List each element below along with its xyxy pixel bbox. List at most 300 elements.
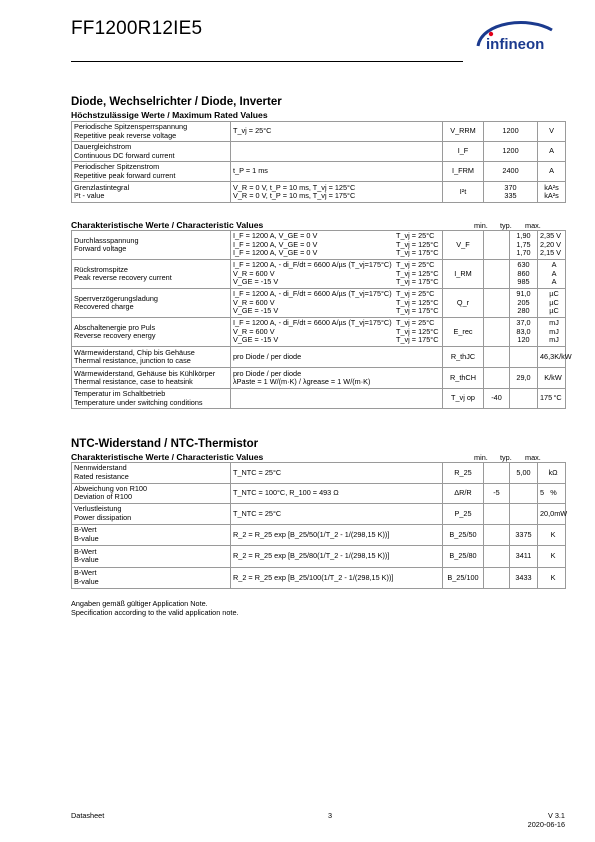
param-cell <box>72 182 231 203</box>
condition-cell <box>231 289 443 318</box>
min-cell <box>484 289 510 318</box>
max-unit-line <box>540 249 563 257</box>
thermal-row <box>72 389 566 409</box>
condition-temp: T_vj = 175°C <box>396 277 439 287</box>
unit: A <box>551 260 557 270</box>
condition: pro Diode / per diode <box>233 351 302 361</box>
typ-stack <box>512 290 535 315</box>
max-unit-line <box>540 394 563 402</box>
symbol: R_25 <box>454 467 472 477</box>
symbol-cell <box>443 567 484 589</box>
thermal-row <box>72 368 566 389</box>
param-de: Durchlassspannung <box>74 235 139 245</box>
unit: mJ <box>549 335 559 345</box>
value-cell <box>484 182 538 203</box>
param-cell <box>72 483 231 504</box>
unit: µC <box>549 297 559 307</box>
condition: R_2 = R_25 exp [B_25/80(1/T_2 - 1/(298,15 K))] <box>233 551 390 561</box>
param-en: I²t - value <box>74 191 105 200</box>
unit: K <box>550 551 556 561</box>
max-unit-cell <box>538 546 566 568</box>
condition-temp: T_vj = 125°C <box>396 297 439 307</box>
diode-col-typ: typ. <box>500 221 512 230</box>
symbol: V_RRM <box>450 126 476 136</box>
infineon-logo <box>472 16 558 56</box>
condition: λPaste = 1 W/(m·K) / λgrease = 1 W/(m·K) <box>233 377 371 386</box>
typ-value: 120 <box>517 335 530 345</box>
unit: mJ <box>549 318 559 328</box>
unit: kA²s <box>544 191 559 200</box>
ntc-row <box>72 524 566 546</box>
condition-cell <box>231 318 443 347</box>
condition-stack <box>233 232 440 257</box>
symbol: I_F <box>457 146 469 156</box>
unit-cell <box>538 142 566 162</box>
typ-value: 985 <box>517 277 530 287</box>
ntc-note-en: Specification according to the valid application note. <box>71 608 239 617</box>
unit: mJ <box>549 326 559 336</box>
param-en: B-value <box>74 555 99 565</box>
typ-cell <box>510 347 538 368</box>
typ-value: 1,70 <box>516 248 531 258</box>
condition-line: V_R = 0 V, t_P = 10 ms, T_vj = 125°C <box>233 182 356 192</box>
unit: V <box>556 248 562 258</box>
param-en: Deviation of R100 <box>74 492 133 502</box>
param-cell <box>72 162 231 182</box>
symbol: E_rec <box>453 326 473 336</box>
param-cell <box>72 368 231 389</box>
param-en: Forward voltage <box>74 244 127 253</box>
max-unit-line <box>540 508 568 518</box>
unit: K <box>550 572 556 582</box>
max-unit-cell <box>538 231 566 260</box>
part-number: FF1200R12IE5 <box>71 18 203 39</box>
condition-text: I_F = 1200 A, - di_F/dt = 6600 A/µs (T_vj=175°C) <box>233 260 392 270</box>
param-cell <box>72 318 231 347</box>
max-value: 2,35 <box>540 231 555 241</box>
condition-cell <box>231 142 443 162</box>
unit-cell <box>538 122 566 142</box>
param-en: Repetitive peak reverse voltage <box>74 130 177 140</box>
symbol: R_thCH <box>450 372 476 382</box>
max-value: 175 <box>540 393 553 403</box>
typ-value: 205 <box>517 297 530 307</box>
typ-cell <box>510 504 538 525</box>
ntc-row <box>72 567 566 589</box>
max-unit-stack <box>540 261 563 286</box>
param-cell <box>72 546 231 568</box>
param-de: B-Wert <box>74 525 97 535</box>
typ-cell <box>510 318 538 347</box>
param-cell <box>72 347 231 368</box>
diode-char-title: Charakteristische Werte / Characteristic Values <box>71 220 264 230</box>
symbol-cell <box>443 231 484 260</box>
footer-date: 2020-06-16 <box>527 820 565 829</box>
param-de: Nennwiderstand <box>74 463 127 473</box>
max-rated-row <box>72 122 566 142</box>
param-de: Abweichung von R100 <box>74 483 148 493</box>
unit: K <box>550 529 556 539</box>
unit: A <box>551 268 557 278</box>
typ-stack <box>512 261 535 286</box>
condition-line <box>233 278 440 286</box>
typ-cell <box>510 368 538 389</box>
param-en: Temperature under switching conditions <box>74 397 203 407</box>
param-de: Dauergleichstrom <box>74 142 132 152</box>
condition: R_2 = R_25 exp [B_25/50(1/T_2 - 1/(298,15 K))] <box>233 529 390 539</box>
param-de: B-Wert <box>74 568 97 578</box>
symbol: V_F <box>456 239 470 249</box>
symbol-cell <box>443 347 484 368</box>
typ-cell <box>510 567 538 589</box>
unit-cell <box>538 182 566 203</box>
condition-stack <box>233 290 440 315</box>
header-rule <box>71 61 463 62</box>
condition-cell <box>231 368 443 389</box>
typ-value: 29,0 <box>516 372 531 382</box>
symbol-cell <box>443 142 484 162</box>
unit-cell <box>538 162 566 182</box>
symbol-cell <box>443 182 484 203</box>
param-de: Verlustleistung <box>74 504 122 514</box>
condition: T_NTC = 25°C <box>233 467 282 477</box>
typ-cell <box>510 389 538 409</box>
condition-cell <box>231 389 443 409</box>
max-rated-row <box>72 162 566 182</box>
ntc-row <box>72 504 566 525</box>
typ-cell <box>510 231 538 260</box>
thermal-row <box>72 347 566 368</box>
symbol: I_RM <box>454 268 472 278</box>
char-row <box>72 260 566 289</box>
symbol: B_25/80 <box>449 551 477 561</box>
typ-cell <box>510 289 538 318</box>
typ-value: 3411 <box>515 551 532 561</box>
min-cell <box>484 463 510 484</box>
ntc-row <box>72 546 566 568</box>
ntc-row <box>72 463 566 484</box>
ntc-row <box>72 483 566 504</box>
condition-text: V_R = 600 V <box>233 268 275 278</box>
symbol-cell <box>443 546 484 568</box>
ntc-col-min: min. <box>474 453 488 462</box>
max-value: 20,0 <box>540 508 555 518</box>
condition-text: V_R = 600 V <box>233 297 275 307</box>
condition-text: V_GE = -15 V <box>233 306 279 316</box>
max-value: 46,3 <box>540 351 555 361</box>
min-cell <box>484 546 510 568</box>
condition-text: V_GE = -15 V <box>233 335 279 345</box>
condition-cell <box>231 483 443 504</box>
typ-cell <box>510 463 538 484</box>
symbol-cell <box>443 162 484 182</box>
diode-col-min: min. <box>474 221 488 230</box>
char-row <box>72 231 566 260</box>
typ-value: 1,75 <box>516 239 531 249</box>
condition-temp: T_vj = 175°C <box>396 306 439 316</box>
param-en: Recovered charge <box>74 302 134 311</box>
ntc-col-max: max. <box>525 453 541 462</box>
max-unit-cell <box>538 463 566 484</box>
condition-text: V_R = 600 V <box>233 326 275 336</box>
unit: mW <box>554 508 568 518</box>
value: 335 <box>504 191 517 200</box>
param-cell <box>72 389 231 409</box>
param-cell <box>72 122 231 142</box>
param-en: Rated resistance <box>74 471 129 481</box>
max-value: 2,15 <box>540 248 555 258</box>
condition-cell <box>231 231 443 260</box>
param-de: Abschaltenergie pro Puls <box>74 322 156 332</box>
param-cell <box>72 504 231 525</box>
symbol-cell <box>443 504 484 525</box>
min-cell <box>484 260 510 289</box>
param-de: Grenzlastintegral <box>74 182 130 192</box>
symbol: R_thJC <box>450 351 476 361</box>
unit: V <box>556 239 562 249</box>
param-cell <box>72 524 231 546</box>
symbol: P_25 <box>454 508 472 518</box>
condition-text: I_F = 1200 A, - di_F/dt = 6600 A/µs (T_vj=175°C) <box>233 318 392 328</box>
max-unit-stack <box>540 319 563 344</box>
min-value: -40 <box>491 393 502 403</box>
param-en: B-value <box>74 533 99 543</box>
typ-cell <box>510 546 538 568</box>
typ-stack <box>512 232 535 257</box>
param-cell <box>72 289 231 318</box>
condition-temp: T_vj = 25°C <box>396 318 435 328</box>
char-row <box>72 289 566 318</box>
max-value: 5 <box>540 488 545 498</box>
condition-cell <box>231 463 443 484</box>
min-cell <box>484 368 510 389</box>
min-cell <box>484 318 510 347</box>
symbol: I²t <box>459 186 467 196</box>
typ-cell <box>510 524 538 546</box>
value-cell <box>484 142 538 162</box>
typ-value: 91,0 <box>516 289 531 299</box>
condition-cell <box>231 504 443 525</box>
condition-temp: T_vj = 175°C <box>396 335 439 345</box>
condition-temp: T_vj = 25°C <box>396 289 435 299</box>
value: 2400 <box>502 166 519 176</box>
symbol-cell <box>443 260 484 289</box>
ntc-col-typ: typ. <box>500 453 512 462</box>
max-unit-cell <box>538 368 566 389</box>
condition: T_NTC = 25°C <box>233 508 282 518</box>
char-row <box>72 318 566 347</box>
diode-max-title: Höchstzulässige Werte / Maximum Rated Values <box>71 110 268 120</box>
max-unit-line <box>540 278 563 286</box>
ntc-char-title: Charakteristische Werte / Characteristic Values <box>71 452 264 462</box>
max-unit-cell <box>538 504 566 525</box>
unit: µC <box>549 289 559 299</box>
symbol-cell <box>443 483 484 504</box>
min-cell <box>484 524 510 546</box>
param-de: Sperrverzögerungsladung <box>74 293 158 303</box>
condition-cell <box>231 347 443 368</box>
condition: T_vj = 25°C <box>233 126 272 136</box>
condition-cell <box>231 567 443 589</box>
symbol-cell <box>443 318 484 347</box>
condition-cell <box>231 260 443 289</box>
value-cell <box>484 122 538 142</box>
min-cell <box>484 504 510 525</box>
typ-value: 83,0 <box>516 326 531 336</box>
typ-cell <box>510 260 538 289</box>
symbol-cell <box>443 389 484 409</box>
symbol: B_25/50 <box>449 529 477 539</box>
param-en: Reverse recovery energy <box>74 331 156 340</box>
max-unit-stack <box>540 290 563 315</box>
param-de: Wärmewiderstand, Gehäuse bis Kühlkörper <box>74 368 216 378</box>
param-en: Thermal resistance, case to heatsink <box>74 377 193 386</box>
min-cell <box>484 483 510 504</box>
max-unit-cell <box>538 318 566 347</box>
max-unit-line <box>540 307 563 315</box>
condition-temp: T_vj = 125°C <box>396 326 439 336</box>
typ-value: 1,90 <box>516 231 531 241</box>
unit: V <box>556 231 562 241</box>
diode-section-title: Diode, Wechselrichter / Diode, Inverter <box>71 96 282 108</box>
typ-value: 3433 <box>515 572 532 582</box>
condition-text: I_F = 1200 A, V_GE = 0 V <box>233 231 318 241</box>
value: 1200 <box>502 146 519 156</box>
condition-cell <box>231 162 443 182</box>
param-cell <box>72 231 231 260</box>
unit: K/kW <box>554 351 572 361</box>
max-rated-row <box>72 142 566 162</box>
max-rated-row <box>72 182 566 203</box>
typ-value: 860 <box>517 268 530 278</box>
param-en: Power dissipation <box>74 512 132 522</box>
diode-col-max: max. <box>525 221 541 230</box>
ntc-note-de: Angaben gemäß gültiger Application Note. <box>71 599 208 608</box>
param-de: Periodischer Spitzenstrom <box>74 162 160 172</box>
param-de: Temperatur im Schaltbetrieb <box>74 389 166 399</box>
symbol-cell <box>443 289 484 318</box>
ntc-table <box>71 462 566 589</box>
param-de: Periodische Spitzensperrspannung <box>74 122 188 132</box>
unit: A <box>551 277 557 287</box>
condition-text: V_GE = -15 V <box>233 277 279 287</box>
condition-text: I_F = 1200 A, V_GE = 0 V <box>233 248 318 258</box>
param-de: Wärmewiderstand, Chip bis Gehäuse <box>74 347 195 357</box>
footer-version: V 3.1 <box>547 811 565 820</box>
max-unit-cell <box>538 567 566 589</box>
max-unit-cell <box>538 289 566 318</box>
brand-text: infineon <box>486 36 545 53</box>
condition-temp: T_vj = 25°C <box>396 231 435 241</box>
condition-cell <box>231 546 443 568</box>
max-unit-line <box>540 552 563 560</box>
footer-doc-type: Datasheet <box>71 811 105 820</box>
param-cell <box>72 567 231 589</box>
max-unit-cell <box>538 389 566 409</box>
max-value: 2,20 <box>540 239 555 249</box>
symbol: I_FRM <box>452 166 474 176</box>
symbol-cell <box>443 524 484 546</box>
condition-line <box>233 307 440 315</box>
param-cell <box>72 142 231 162</box>
condition: t_P = 1 ms <box>233 166 268 176</box>
unit: K/kW <box>544 372 562 382</box>
condition: R_2 = R_25 exp [B_25/100(1/T_2 - 1/(298,15 K))] <box>233 572 394 582</box>
ntc-section-title: NTC-Widerstand / NTC-Thermistor <box>71 438 259 450</box>
condition-cell <box>231 524 443 546</box>
unit: kΩ <box>548 467 558 477</box>
max-unit-line <box>540 336 563 344</box>
param-de: B-Wert <box>74 546 97 556</box>
condition-text: I_F = 1200 A, V_GE = 0 V <box>233 239 318 249</box>
unit: µC <box>549 306 559 316</box>
footer-page-number: 3 <box>328 811 333 820</box>
max-unit-line <box>540 489 563 497</box>
typ-cell <box>510 483 538 504</box>
typ-value: 630 <box>517 260 530 270</box>
condition-temp: T_vj = 175°C <box>396 248 439 258</box>
diode-char-table <box>71 230 572 409</box>
min-cell <box>484 389 510 409</box>
value: 370 <box>504 182 517 192</box>
param-cell <box>72 463 231 484</box>
min-cell <box>484 231 510 260</box>
value-cell <box>484 162 538 182</box>
condition-cell <box>231 122 443 142</box>
condition: T_NTC = 100°C, R_100 = 493 Ω <box>233 488 339 498</box>
min-cell <box>484 567 510 589</box>
max-unit-line <box>540 351 572 361</box>
param-cell <box>72 260 231 289</box>
condition-temp: T_vj = 125°C <box>396 268 439 278</box>
symbol-cell <box>443 368 484 389</box>
max-unit-cell <box>538 483 566 504</box>
condition-line <box>233 249 440 257</box>
unit: % <box>550 488 557 498</box>
condition-line: V_R = 0 V, t_P = 10 ms, T_vj = 175°C <box>233 191 356 200</box>
unit: A <box>549 146 554 156</box>
param-en: Repetitive peak forward current <box>74 170 176 180</box>
symbol-cell <box>443 122 484 142</box>
max-unit-line <box>540 531 563 539</box>
condition-temp: T_vj = 25°C <box>396 260 435 270</box>
min-value: -5 <box>493 488 500 498</box>
max-unit-cell <box>538 260 566 289</box>
symbol: ΔR/R <box>454 488 472 498</box>
max-unit-line <box>540 374 563 382</box>
condition-stack <box>233 261 440 286</box>
max-unit-cell <box>538 524 566 546</box>
unit: kA²s <box>544 182 559 192</box>
max-unit-line <box>540 574 563 582</box>
condition-temp: T_vj = 125°C <box>396 239 439 249</box>
symbol: Q_r <box>456 297 470 307</box>
unit: °C <box>553 393 562 403</box>
param-de: Rückstromspitze <box>74 264 128 274</box>
symbol: T_vj op <box>451 393 475 403</box>
condition-stack <box>233 319 440 344</box>
max-unit-cell <box>538 347 572 368</box>
condition-text: I_F = 1200 A, - di_F/dt = 6600 A/µs (T_vj=175°C) <box>233 289 392 299</box>
unit: A <box>549 166 554 176</box>
typ-value: 3375 <box>515 529 532 539</box>
value: 1200 <box>502 126 519 136</box>
min-cell <box>484 347 510 368</box>
typ-value: 37,0 <box>516 318 531 328</box>
param-en: Thermal resistance, junction to case <box>74 356 191 365</box>
symbol: B_25/100 <box>447 572 479 582</box>
param-en: Continuous DC forward current <box>74 150 175 160</box>
